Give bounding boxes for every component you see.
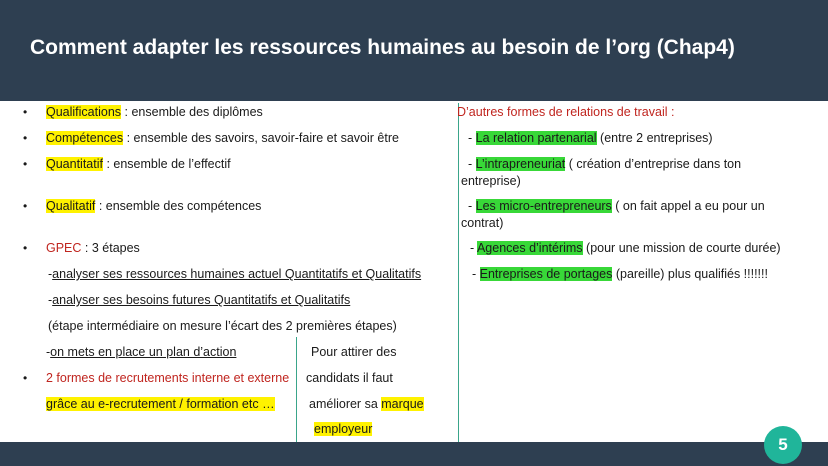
definition: ( on fait appel a eu pour un — [611, 199, 765, 213]
text: améliorer sa — [309, 397, 382, 411]
dash: - — [468, 157, 476, 171]
right-heading: D’autres formes de relations de travail : — [457, 105, 675, 119]
definition: ( création d’entreprise dans ton — [565, 157, 742, 171]
relation-item-intrapreneuriat — [468, 156, 741, 172]
gpec-step-1 — [48, 266, 421, 282]
employer-brand-line-1: Pour attirer des — [311, 345, 397, 359]
employer-brand-line-4 — [314, 421, 372, 437]
dash: - — [46, 345, 51, 359]
list-item-gpec — [46, 240, 140, 256]
recruitment-highlight: grâce au e-recrutement / formation etc … — [46, 397, 275, 411]
employer-brand-line-2: candidats il faut — [306, 371, 393, 385]
term-highlight: Les micro-entrepreneurs — [475, 199, 612, 213]
gpec-step-2 — [48, 292, 350, 308]
recruitment-text: 2 formes de recrutements interne et externe — [46, 371, 290, 385]
term-highlight: La relation partenarial — [475, 131, 597, 145]
term-highlight: Compétences — [46, 131, 124, 145]
right-divider — [458, 103, 459, 443]
list-item-competences — [46, 130, 399, 146]
relation-item-continuation: entreprise) — [461, 174, 521, 188]
term-highlight: L’intrapreneuriat — [475, 157, 566, 171]
step-text: analyser ses ressources humaines actuel Quantitatifs et Qualitatifs — [52, 267, 422, 281]
gpec-note: (étape intermédiaire on mesure l’écart des 2 premières étapes) — [48, 319, 397, 333]
list-item-qualifications — [46, 104, 263, 120]
bullet: • — [23, 241, 28, 255]
term-highlight: Qualitatif — [46, 199, 96, 213]
relation-item-interim — [470, 240, 781, 256]
term-highlight: marque — [381, 397, 424, 411]
recruitment-line-2 — [46, 396, 275, 412]
definition: (entre 2 entreprises) — [596, 131, 713, 145]
step-text: on mets en place un plan d’action — [50, 345, 237, 359]
relation-item-continuation: contrat) — [461, 216, 504, 230]
term-highlight: employeur — [314, 422, 373, 436]
gpec-step-3 — [46, 344, 236, 360]
list-item-quantitatif — [46, 156, 231, 172]
relation-item-portage — [472, 266, 768, 282]
definition: : ensemble des savoirs, savoir-faire et savoir être — [123, 131, 399, 145]
dash: - — [470, 241, 477, 255]
dash: - — [48, 267, 53, 281]
definition: (pareille) plus qualifiés !!!!!!! — [612, 267, 768, 281]
term-highlight: Quantitatif — [46, 157, 103, 171]
step-text: analyser ses besoins futures Quantitatifs et Qualitatifs — [52, 293, 351, 307]
dash: - — [472, 267, 480, 281]
title-bar — [0, 0, 828, 101]
term-highlight: Agences d’intérims — [476, 241, 583, 255]
bullet: • — [23, 131, 28, 145]
dash: - — [468, 131, 476, 145]
relation-item-partenarial — [468, 130, 713, 146]
employer-brand-line-3 — [309, 396, 424, 412]
relation-item-micro — [468, 198, 765, 214]
definition: : ensemble des compétences — [95, 199, 262, 213]
list-item-qualitatif — [46, 198, 261, 214]
definition: : ensemble de l’effectif — [102, 157, 231, 171]
gpec-label: GPEC — [46, 241, 82, 255]
footer-bar — [0, 442, 828, 466]
term-highlight: Qualifications — [46, 105, 122, 119]
gpec-description: : 3 étapes — [81, 241, 140, 255]
term-highlight: Entreprises de portages — [479, 267, 613, 281]
dash: - — [468, 199, 476, 213]
definition: (pour une mission de courte durée) — [582, 241, 781, 255]
bullet: • — [23, 105, 28, 119]
middle-divider — [296, 337, 297, 444]
slide-title: Comment adapter les ressources humaines au besoin de l’org (Chap4) — [30, 36, 735, 59]
definition: : ensemble des diplômes — [121, 105, 263, 119]
bullet: • — [23, 199, 28, 213]
bullet: • — [23, 371, 28, 385]
dash: - — [48, 293, 53, 307]
bullet: • — [23, 157, 28, 171]
page-number-badge: 5 — [764, 426, 802, 464]
